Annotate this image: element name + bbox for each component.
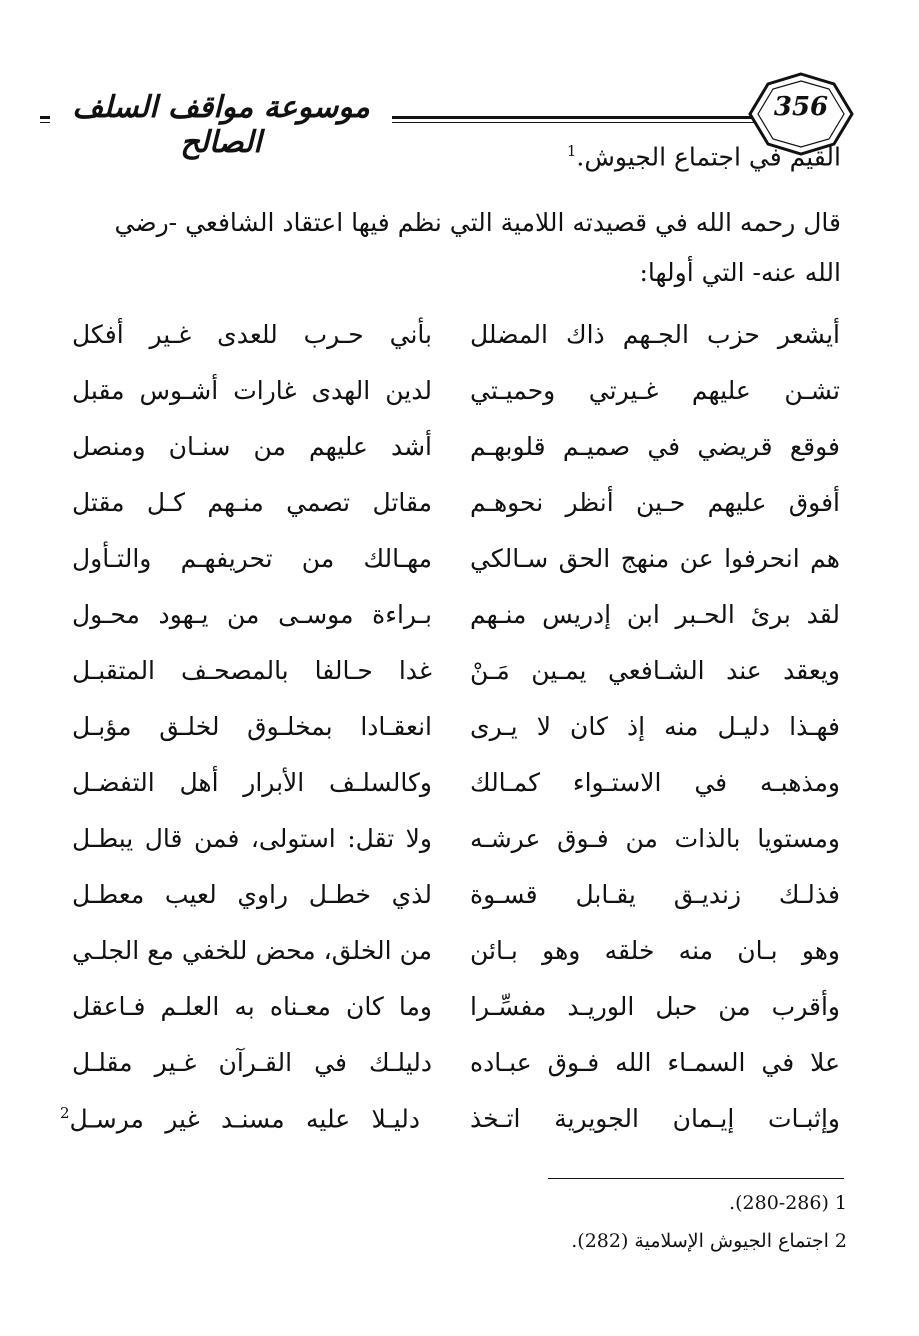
verse — [0, 712, 919, 752]
verse-first-hemistich: هم انحرفوا عن منهج الحق سـالكي — [470, 544, 840, 573]
footnote-mark: 1 — [834, 1192, 847, 1214]
verse-first-hemistich: فوقع قريضي في صميـم قلوبهـم — [470, 432, 840, 461]
verse-second-hemistich: وما كان معـناه به العلـم فـاعقل — [72, 992, 432, 1021]
verse-second-hemistich: مهـالك من تحريفهـم والتـأول — [72, 544, 432, 573]
verse — [0, 936, 919, 976]
verse-second-hemistich — [60, 1104, 420, 1133]
intro-line-3: الله عنه- التي أولها: — [639, 258, 841, 287]
verse-second-hemistich: أشد عليهم من سنـان ومنصل — [72, 432, 432, 461]
verse — [0, 880, 919, 920]
verse — [0, 600, 919, 640]
verse-first-hemistich: ويعقد عند الشـافعي يمـين مَـنْ — [470, 656, 840, 685]
verse — [0, 1048, 919, 1088]
intro-line-1 — [81, 142, 841, 172]
verse — [0, 376, 919, 416]
verse — [0, 1104, 919, 1144]
verse-first-hemistich: ومذهبـه في الاستـواء كمـالك — [470, 768, 840, 797]
footnote — [571, 1230, 847, 1252]
verse-first-hemistich: وأقرب من حبل الوريـد مفسِّـرا — [470, 992, 840, 1021]
footnote-mark: 2 — [834, 1230, 847, 1252]
verse-second-hemistich: غدا حـالفا بالمصحـف المتقبـل — [72, 656, 432, 685]
verse — [0, 992, 919, 1032]
verse-first-hemistich: تشـن عليهم غـيرتي وحميـتي — [470, 376, 840, 405]
verse-second-hemistich: لذي خطـل راوي لعيب معطـل — [72, 880, 432, 909]
verse-second-hemistich: دليلـك في القـرآن غـير مقلـل — [72, 1048, 432, 1077]
footnote — [729, 1192, 847, 1214]
verse — [0, 656, 919, 696]
series-title: موسوعة مواقف السلف الصالح — [50, 90, 392, 160]
verse-second-hemistich: انعقـادا بمخلـوق لخلـق مؤبـل — [72, 712, 432, 741]
footnote-ref-2: 2 — [60, 1104, 70, 1122]
footnote-ref-1: 1 — [566, 142, 577, 160]
verse-first-hemistich: علا في السمـاء الله فـوق عبـاده — [470, 1048, 840, 1077]
verse-first-hemistich: لقد برئ الحـبر ابن إدريس منـهم — [470, 600, 840, 629]
verse-second-hemistich-text: دليـلا عليه مسنـد غير مرسـل — [69, 1104, 420, 1134]
verse-first-hemistich: وإثبـات إيـمان الجويرية اتـخذ — [470, 1104, 840, 1133]
verse-second-hemistich: بأني حـرب للعدى غـير أفكل — [72, 320, 432, 349]
footnote-separator — [548, 1178, 844, 1179]
verse-second-hemistich: بـراءة موسـى من يـهود محـول — [72, 600, 432, 629]
verse-first-hemistich: فهـذا دليـل منه إذ كان لا يـرى — [470, 712, 840, 741]
verse — [0, 768, 919, 808]
footnote-text: اجتماع الجيوش الإسلامية (282). — [571, 1230, 829, 1252]
verse-first-hemistich: فذلـك زنديـق يقـابل قسـوة — [470, 880, 840, 909]
verse-second-hemistich: ولا تقل: استولى، فمن قال يبطـل — [72, 824, 432, 853]
verse-second-hemistich: من الخلق، محض للخفي مع الجلـي — [72, 936, 432, 965]
verse — [0, 320, 919, 360]
intro-line-2: قال رحمه الله في قصيدته اللامية التي نظم فيها اعتقاد الشافعي -رضي — [114, 208, 841, 237]
verse-first-hemistich: وهو بـان منه خلقه وهو بـائن — [470, 936, 840, 965]
verse-second-hemistich: مقاتل تصمي منـهم كـل مقتل — [72, 488, 432, 517]
verse — [0, 544, 919, 584]
footnote-text: (280-286). — [729, 1192, 829, 1214]
verse-second-hemistich: وكالسلـف الأبرار أهل التفضـل — [72, 768, 432, 797]
verse — [0, 488, 919, 528]
verse-first-hemistich: أيشعر حزب الجـهم ذاك المضلل — [470, 320, 840, 349]
verse-first-hemistich: ومستويا بالذات من فـوق عرشـه — [470, 824, 840, 853]
intro-text-1: القيم في اجتماع الجيوش. — [576, 142, 841, 172]
page-number: 356 — [773, 92, 829, 122]
verse — [0, 824, 919, 864]
verse — [0, 432, 919, 472]
verse-first-hemistich: أفوق عليهم حـين أنظر نحوهـم — [470, 488, 840, 517]
verse-second-hemistich: لدين الهدى غارات أشـوس مقبل — [72, 376, 432, 405]
